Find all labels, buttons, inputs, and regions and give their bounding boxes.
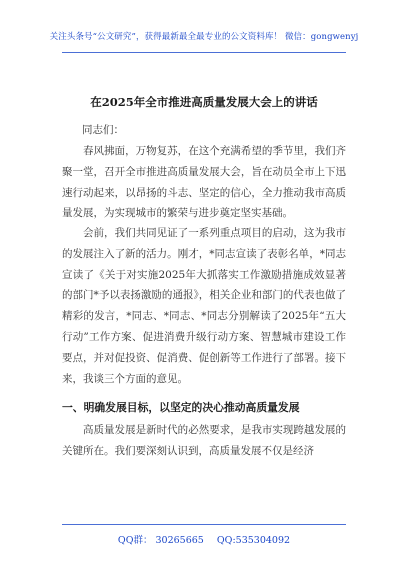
footer-divider	[62, 524, 346, 525]
header-promo-note: 关注头条号“公文研究”，获得最新最全最专业的公文资料库！ 微信：gongwenyj	[49, 32, 359, 42]
paragraph-intro: 春风拂面，万物复苏，在这个充满希望的季节里，我们齐聚一堂，召开全市推进高质量发展大会，旨在动员全市上下迅速行动起来，以昂扬的斗志、坚定的信心，全力推动我市高质量发展，为实现城市的繁荣与进步奠定坚实基础。	[62, 145, 346, 220]
document-title: 在2025年全市推进高质量发展大会上的讲话	[90, 95, 318, 109]
footer-qq: QQ:535304092	[216, 535, 291, 546]
paragraph-review: 会前，我们共同见证了一系列重点项目的启动，这为我市的发展注入了新的活力。刚才，*同志宣读了表彰名单，*同志宣读了《关于对实施2025年大抓落实工作激励措施成效显著的部门*予以表扬激励的通报》，相关企业和部门的代表也做了精彩的发言，*同志、*同志、*同志分别解读了2025年“五大行动”工作方案、促进消费升级行动方案、智慧城市建设工作要点，并对促投资、促消费、促创新等工作进行了部署。接下来，我谈三个方面的意见。	[62, 227, 346, 385]
paragraph-section-one: 高质量发展是新时代的必然要求，是我市实现跨越发展的关键所在。我们要深刻认识到，高质量发展不仅是经济	[62, 424, 346, 457]
header-divider	[62, 52, 346, 53]
salutation: 同志们：	[82, 124, 124, 136]
section-heading: 一、明确发展目标，以坚定的决心推动高质量发展	[62, 401, 300, 414]
footer-qq-group: QQ群： 30265665	[117, 535, 204, 546]
footer-contact	[0, 532, 408, 546]
